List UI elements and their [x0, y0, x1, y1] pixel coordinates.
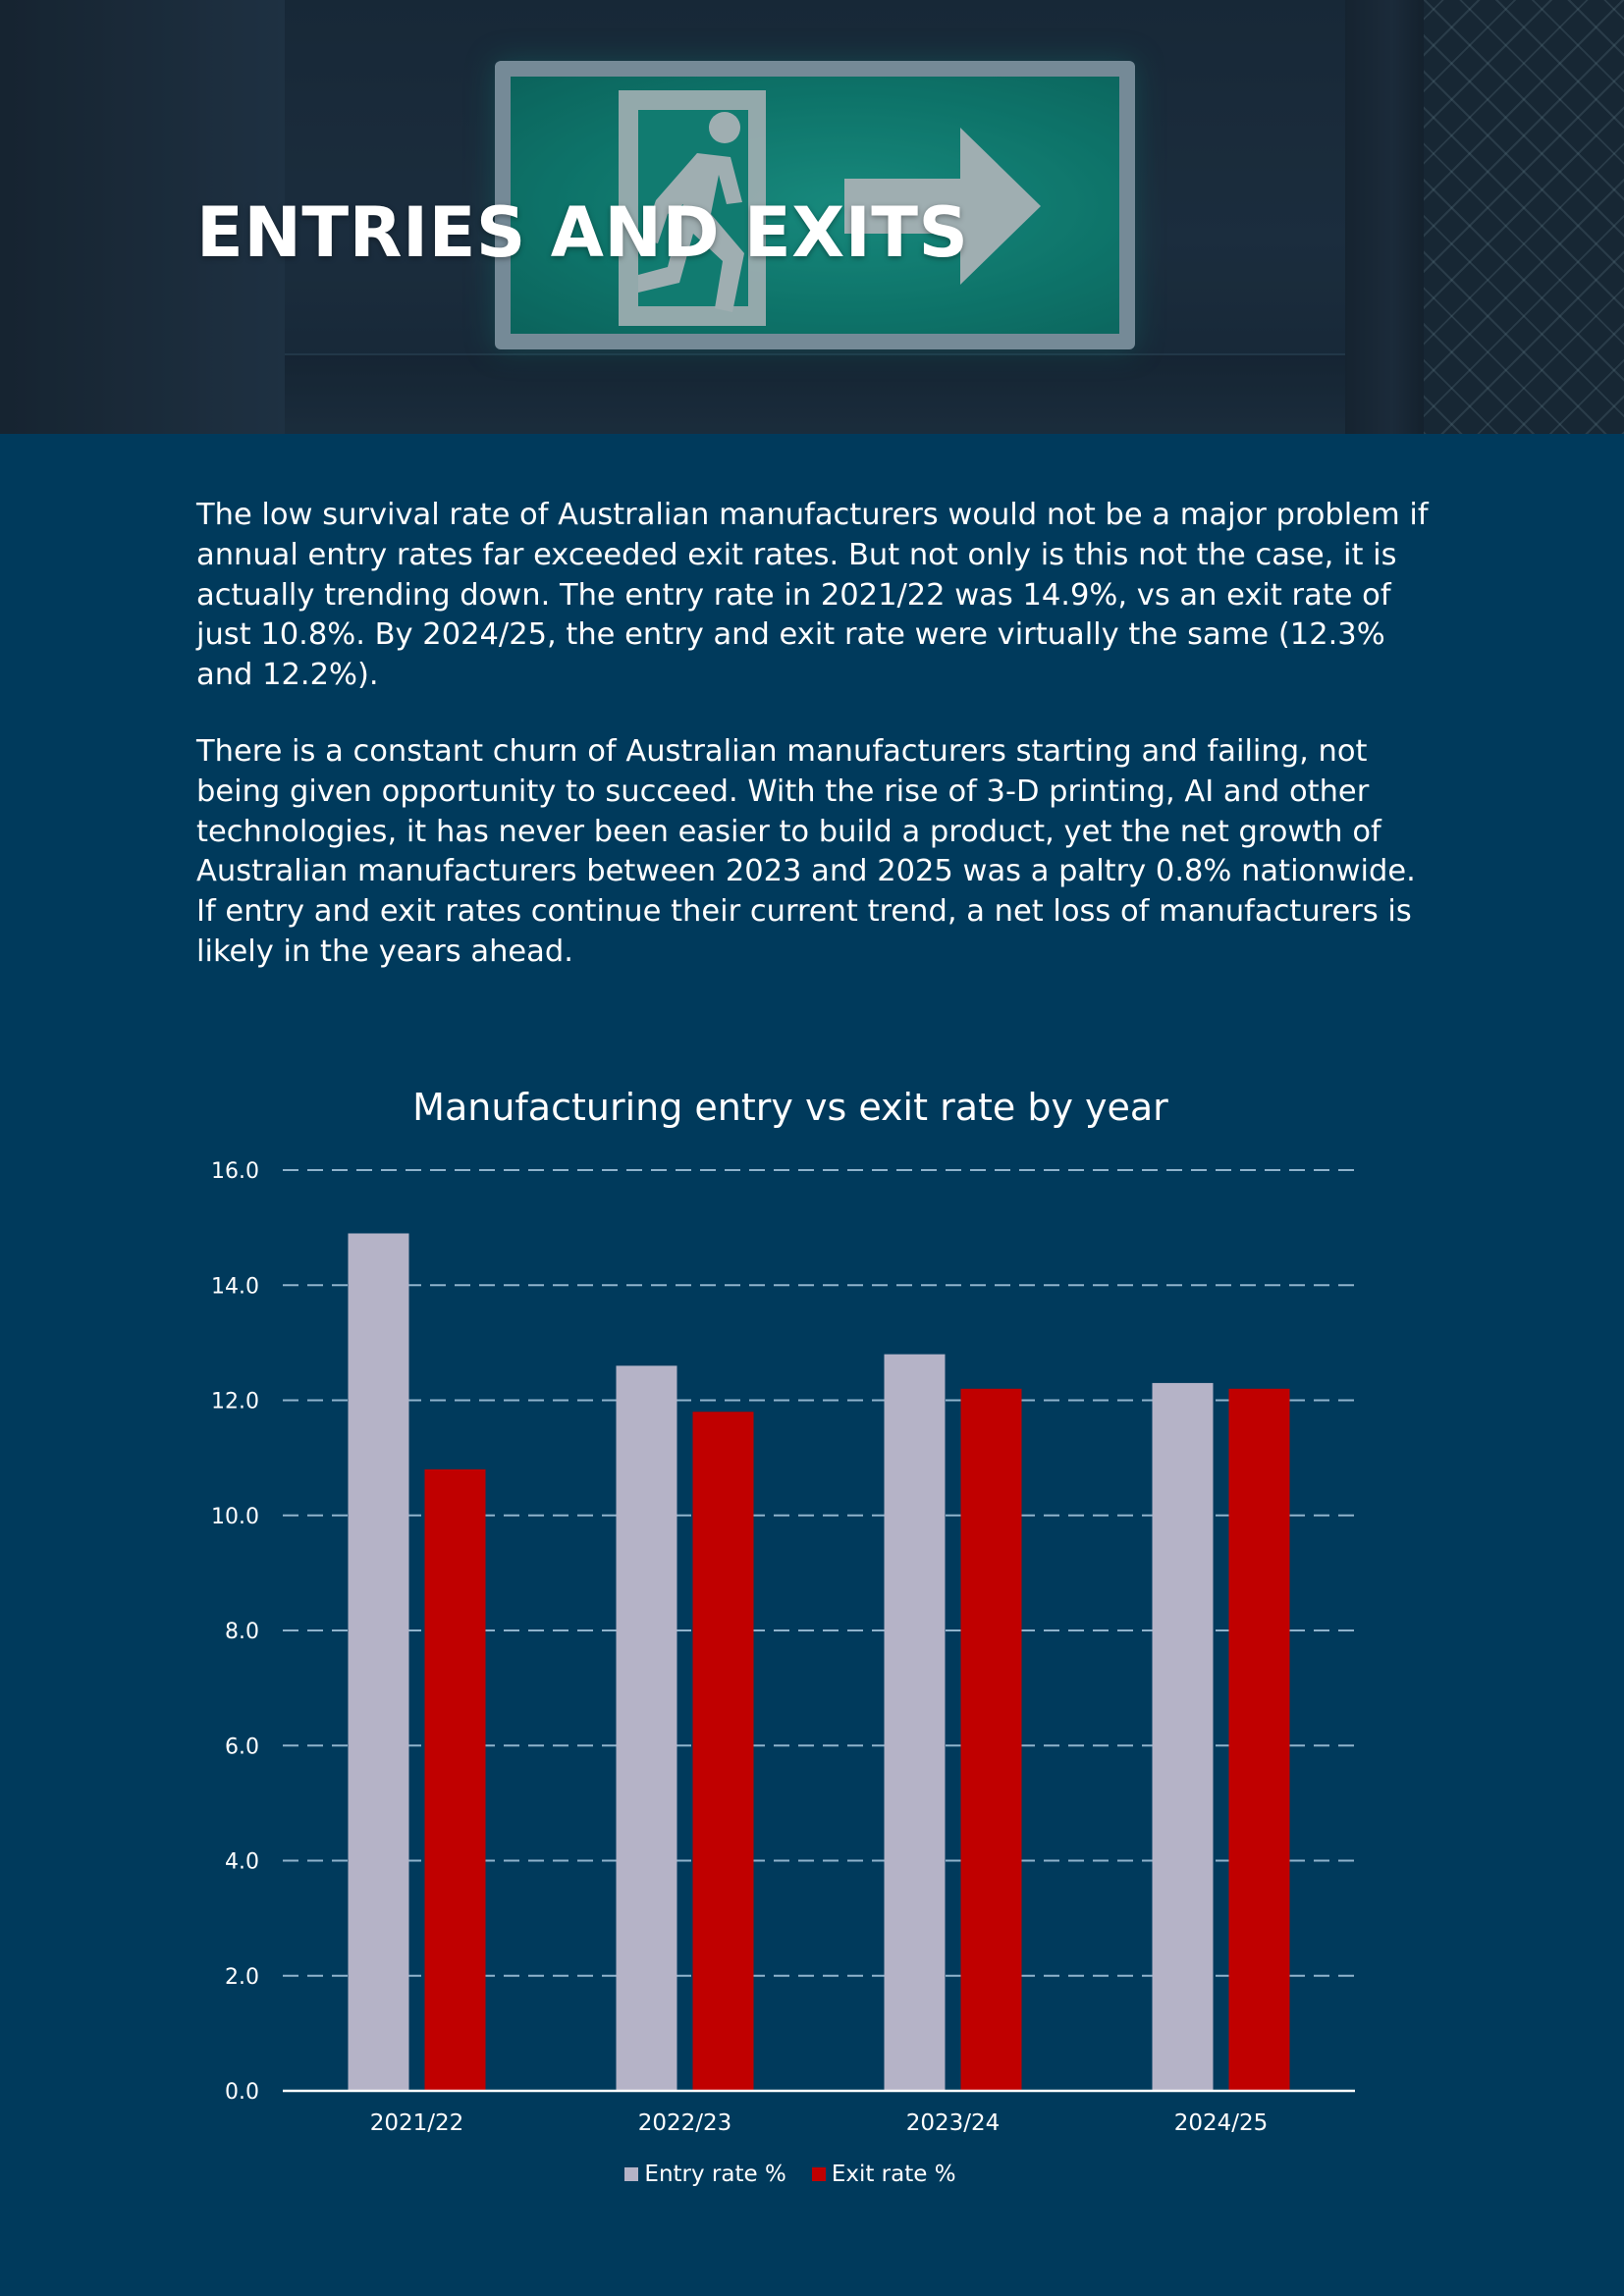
bar-entry-2021-22 [349, 1233, 409, 2091]
bar-exit-2024-25 [1229, 1389, 1290, 2091]
paragraph-2: There is a constant churn of Australian manufacturers starting and failing, not being given opportunity to succeed. With the rise of 3-D printing, AI and other technologies, it has never been easier to build a product, yet the net growth of Australian manufacturers between 2023 and 2025 was a paltry 0.8% nationwide. If entry and exit rates continue their current trend, a net loss of manufacturers is likely in the years ahead. [196, 733, 1416, 969]
bar-exit-2022-23 [693, 1412, 754, 2091]
y-tick-label: 16.0 [211, 1159, 259, 1184]
bar-exit-2023-24 [961, 1389, 1022, 2091]
y-tick-label: 4.0 [225, 1849, 259, 1875]
legend-label-exit: Exit rate % [831, 2162, 956, 2187]
y-tick-label: 14.0 [211, 1274, 259, 1300]
legend-item-entry [624, 2162, 785, 2187]
legend-swatch-entry [624, 2167, 638, 2181]
y-axis-ticks [211, 1159, 259, 2105]
x-axis-ticks [370, 2110, 1269, 2136]
paragraph-1: The low survival rate of Australian manufacturers would not be a major problem if annual entry rates far exceeded exit rates. But not only is this not the case, it is actually trending down. The entry rate in 2021/22 was 14.9%, vs an exit rate of just 10.8%. By 2024/25, the entry and exit rate were virtually the same (12.3% and 12.2%). [196, 498, 1429, 693]
legend-item-exit [812, 2162, 956, 2187]
intro-text [196, 496, 1434, 1009]
legend-swatch-exit [812, 2167, 826, 2181]
chart-legend [0, 2162, 1581, 2187]
bar-chart [0, 1139, 1624, 2150]
chart-title: Manufacturing entry vs exit rate by year [412, 1086, 1168, 1129]
x-tick-label: 2022/23 [637, 2110, 732, 2136]
y-tick-label: 8.0 [225, 1620, 259, 1644]
y-tick-label: 6.0 [225, 1735, 259, 1760]
legend-label-entry: Entry rate % [644, 2162, 786, 2187]
y-tick-label: 12.0 [211, 1389, 259, 1415]
x-tick-label: 2024/25 [1173, 2110, 1269, 2136]
bar-entry-2022-23 [617, 1365, 677, 2091]
x-tick-label: 2023/24 [905, 2110, 1001, 2136]
y-tick-label: 2.0 [225, 1964, 259, 1990]
hero-banner [0, 0, 1624, 434]
bars [349, 1233, 1290, 2091]
x-tick-label: 2021/22 [369, 2110, 464, 2136]
page-title: ENTRIES AND EXITS [196, 192, 969, 273]
y-tick-label: 10.0 [211, 1504, 259, 1529]
bar-exit-2021-22 [425, 1469, 486, 2091]
bar-entry-2024-25 [1153, 1383, 1214, 2091]
bar-entry-2023-24 [885, 1355, 946, 2091]
y-tick-label: 0.0 [225, 2080, 259, 2105]
